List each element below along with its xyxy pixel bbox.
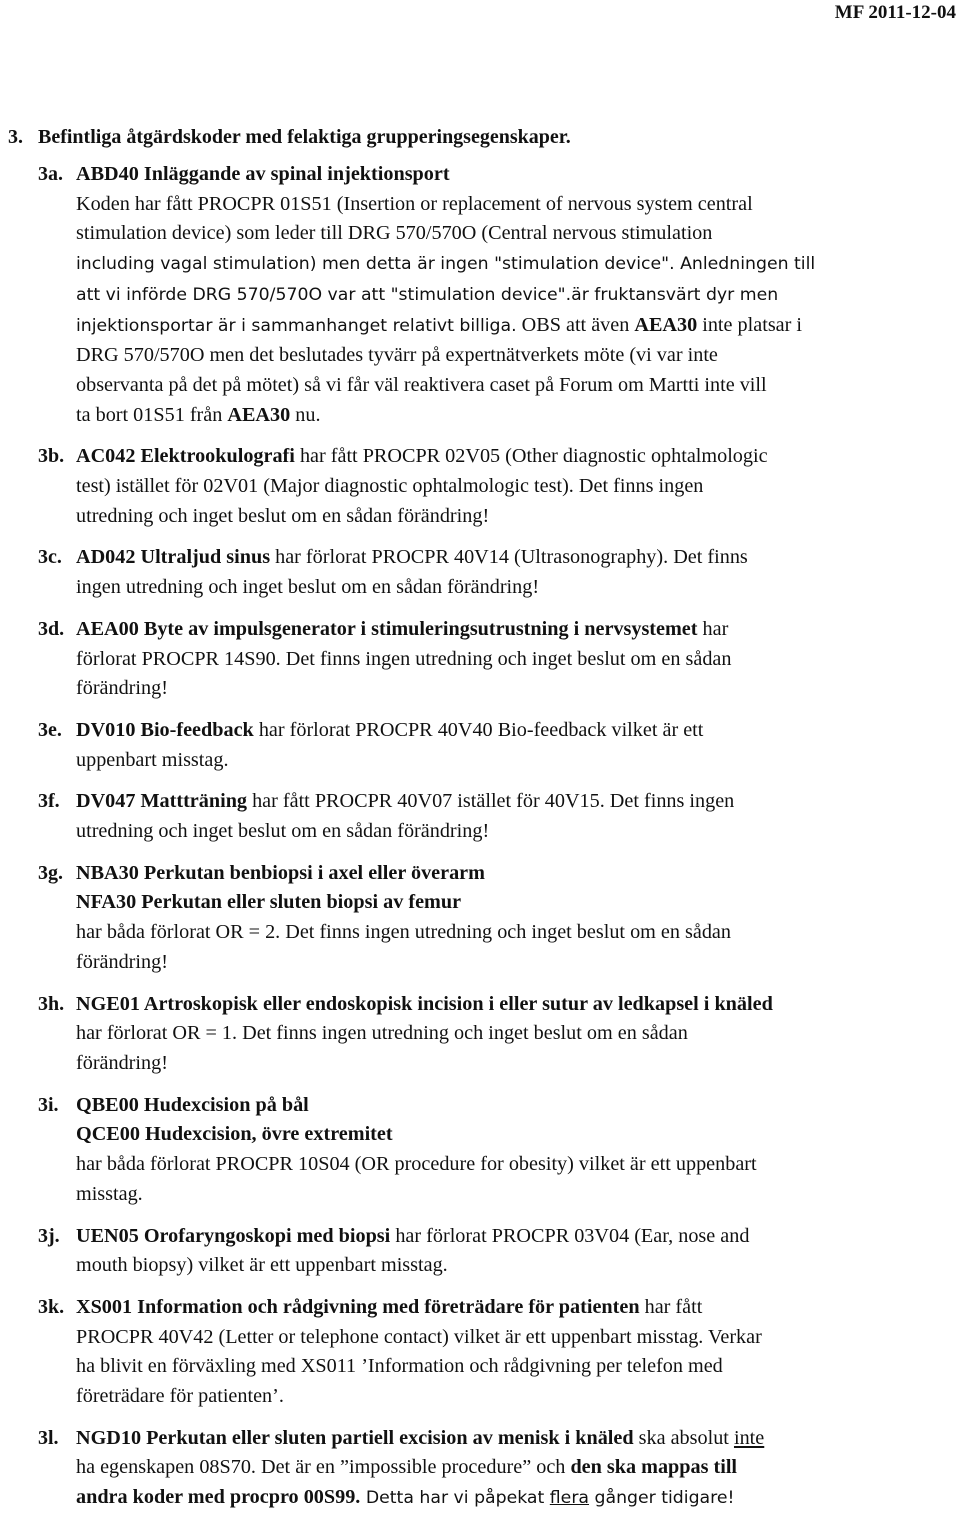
text-line [76, 948, 952, 978]
subsection [38, 160, 952, 430]
bold-text: ABD40 Inläggande av spinal injektionsport [76, 163, 450, 185]
text-line [76, 746, 952, 776]
text-run: mouth biopsy) vilket är ett uppenbart misstag. [76, 1254, 448, 1277]
text-run: utredning och inget beslut om en sådan förändring! [76, 504, 490, 527]
text-line [76, 219, 952, 249]
bold-text: den ska mappas till [570, 1456, 738, 1479]
text-run: observanta på det på mötet) så vi får väl reaktivera caset på Forum om Martti inte vill [76, 373, 767, 396]
text-line [76, 1019, 952, 1049]
subsection-number: 3b. [38, 445, 65, 468]
section-heading [8, 122, 571, 152]
text-line [76, 918, 952, 948]
text-run: att vi införde DRG 570/570O var att "stimulation device".är fruktansvärt dyr men [76, 284, 779, 305]
text-run: misstag. [76, 1182, 143, 1205]
text-line [76, 1293, 952, 1323]
text-run: ha egenskapen 08S70. Det är en ”impossible procedure” och [76, 1456, 571, 1479]
text-line [76, 1453, 952, 1483]
bold-text: NBA30 Perkutan benbiopsi i axel eller överarm [76, 861, 485, 884]
text-line [76, 1382, 952, 1412]
bold-text: AC042 Elektrookulografi [76, 445, 295, 468]
subsection-text [76, 716, 952, 775]
subsection [38, 787, 952, 846]
text-line [76, 1323, 952, 1353]
bold-text: NGD10 Perkutan eller sluten partiell excision av menisk i knäled [76, 1426, 634, 1449]
bold-text: QBE00 Hudexcision på bål [76, 1093, 309, 1116]
text-line [76, 573, 952, 603]
bold-text: NGE01 Artroskopisk eller endoskopisk incision i eller sutur av ledkapsel i knäled [76, 992, 773, 1015]
subsection-text [76, 543, 952, 602]
text-run: inte [733, 1426, 765, 1449]
bold-text: XS001 Information och rådgivning med företrädare för patienten [76, 1295, 640, 1318]
text-run: ta bort 01S51 från [76, 403, 228, 426]
text-run: har förlorat PROCPR 40V40 Bio-feedback vilket är ett [253, 718, 704, 741]
subsection-number: 3a. [38, 163, 63, 185]
text-line [76, 990, 952, 1020]
subsection [38, 716, 952, 775]
text-line [76, 1251, 952, 1281]
text-run: har förlorat PROCPR 40V14 (Ultrasonography). Det finns [270, 546, 748, 569]
text-line [76, 341, 952, 371]
subsection [38, 859, 952, 978]
text-line [76, 817, 952, 847]
text-line [76, 1483, 952, 1514]
text-run: ska absolut [633, 1426, 734, 1449]
bold-text: DV047 Mattträning [76, 790, 248, 813]
subsection-text [76, 1424, 952, 1514]
text-run: gånger tidigare! [589, 1488, 735, 1509]
subsection [38, 543, 952, 602]
text-line [76, 859, 952, 889]
text-line [76, 371, 952, 401]
text-run: OBS att även [516, 313, 635, 336]
text-line [76, 1091, 952, 1121]
text-line [76, 160, 952, 190]
subsection-number: 3k. [38, 1295, 65, 1318]
text-line [76, 502, 952, 532]
text-run: har fått PROCPR 40V07 istället för 40V15. Det finns ingen [247, 790, 735, 813]
text-line [76, 190, 952, 220]
subsection [38, 615, 952, 704]
bold-text: andra koder med procpro 00S99. [76, 1486, 361, 1509]
subsection-text [76, 1293, 952, 1412]
text-run: förändring! [76, 1051, 168, 1074]
text-run: företrädare för patienten’. [76, 1385, 284, 1408]
text-line [76, 787, 952, 817]
text-line [76, 1352, 952, 1382]
text-run: stimulation device) som leder till DRG 570/570O (Central nervous stimulation [76, 222, 713, 245]
subsection [38, 442, 952, 531]
subsection-number: 3f. [38, 790, 60, 813]
text-run: Detta har vi påpekat [360, 1488, 550, 1509]
subsection-number: 3d. [38, 617, 65, 640]
bold-text: AEA30 [227, 403, 291, 426]
text-run: har fått [639, 1295, 703, 1318]
bold-text: DV010 Bio-feedback [76, 718, 254, 741]
text-run: har [697, 617, 729, 640]
bold-text: UEN05 Orofaryngoskopi med biopsi [76, 1224, 391, 1247]
bold-text: AD042 Ultraljud sinus [76, 546, 271, 569]
bold-text: NFA30 Perkutan eller sluten biopsi av femur [76, 891, 462, 914]
text-line [76, 1222, 952, 1252]
page-header-date: MF 2011-12-04 [834, 2, 956, 23]
bold-text: AEA30 [634, 313, 698, 336]
text-run: Koden har fått PROCPR 01S51 (Insertion or replacement of nervous system central [76, 192, 753, 215]
subsection-number: 3g. [38, 861, 63, 884]
text-run: flera [549, 1488, 590, 1509]
text-line [76, 674, 952, 704]
subsection-number: 3c. [38, 546, 62, 569]
text-line [76, 716, 952, 746]
heading-number: 3. [8, 126, 23, 148]
text-run: utredning och inget beslut om en sådan förändring! [76, 820, 490, 843]
text-line [76, 645, 952, 675]
text-line [76, 249, 952, 280]
text-line [76, 1424, 952, 1454]
text-line [76, 311, 952, 342]
text-run: ingen utredning och inget beslut om en sådan förändring! [76, 576, 540, 599]
subsection-text [76, 442, 952, 531]
text-run: förlorat PROCPR 14S90. Det finns ingen utredning och inget beslut om en sådan [76, 647, 732, 670]
subsection-number: 3e. [38, 718, 62, 741]
subsection-text [76, 615, 952, 704]
text-line [76, 1150, 952, 1180]
subsection-text [76, 990, 952, 1079]
subsection-number: 3i. [38, 1093, 59, 1116]
text-line [76, 1180, 952, 1210]
text-run: PROCPR 40V42 (Letter or telephone contact) vilket är ett uppenbart misstag. Verkar [76, 1325, 762, 1348]
document-body [38, 160, 952, 1526]
text-line [76, 280, 952, 311]
text-line [76, 472, 952, 502]
subsection [38, 1293, 952, 1412]
subsection [38, 1424, 952, 1514]
text-run: har förlorat OR = 1. Det finns ingen utredning och inget beslut om en sådan [76, 1022, 688, 1045]
subsection-number: 3h. [38, 992, 65, 1015]
text-run: har båda förlorat OR = 2. Det finns ingen utredning och inget beslut om en sådan [76, 921, 731, 944]
subsection [38, 1222, 952, 1281]
subsection-number: 3l. [38, 1426, 59, 1449]
bold-text: AEA00 Byte av impulsgenerator i stimuleringsutrustning i nervsystemet [76, 617, 698, 640]
text-line [76, 888, 952, 918]
subsection-text [76, 1091, 952, 1210]
text-run: nu. [290, 403, 321, 426]
subsection-text [76, 1222, 952, 1281]
subsection-text [76, 787, 952, 846]
subsection [38, 990, 952, 1079]
heading-text: Befintliga åtgärdskoder med felaktiga grupperingsegenskaper. [38, 126, 571, 148]
subsection [38, 1091, 952, 1210]
text-line [76, 1120, 952, 1150]
bold-text: QCE00 Hudexcision, övre extremitet [76, 1123, 393, 1146]
text-run: test) istället för 02V01 (Major diagnostic ophtalmologic test). Det finns ingen [76, 475, 704, 498]
text-run: inte platsar i [697, 313, 803, 336]
text-run: including vagal stimulation) men detta är ingen "stimulation device". Anledningen till [76, 254, 816, 275]
subsection-text [76, 859, 952, 978]
text-run: uppenbart misstag. [76, 748, 229, 771]
text-run: injektionsportar är i sammanhanget relativt billiga. [76, 315, 517, 336]
text-run: har båda förlorat PROCPR 10S04 (OR procedure for obesity) vilket är ett uppenbart [76, 1153, 757, 1176]
text-run: ha blivit en förväxling med XS011 ’Information och rådgivning per telefon med [76, 1355, 723, 1378]
text-line [76, 615, 952, 645]
text-line [76, 442, 952, 472]
text-run: förändring! [76, 677, 168, 700]
text-run: har fått PROCPR 02V05 (Other diagnostic ophtalmologic [294, 445, 768, 468]
text-line [76, 543, 952, 573]
text-run: har förlorat PROCPR 03V04 (Ear, nose and [390, 1224, 750, 1247]
subsection-text [76, 160, 952, 430]
text-line [76, 401, 952, 431]
text-run: DRG 570/570O men det beslutades tyvärr på expertnätverkets möte (vi var inte [76, 344, 718, 367]
text-run: förändring! [76, 950, 168, 973]
text-line [76, 1049, 952, 1079]
subsection-number: 3j. [38, 1224, 60, 1247]
